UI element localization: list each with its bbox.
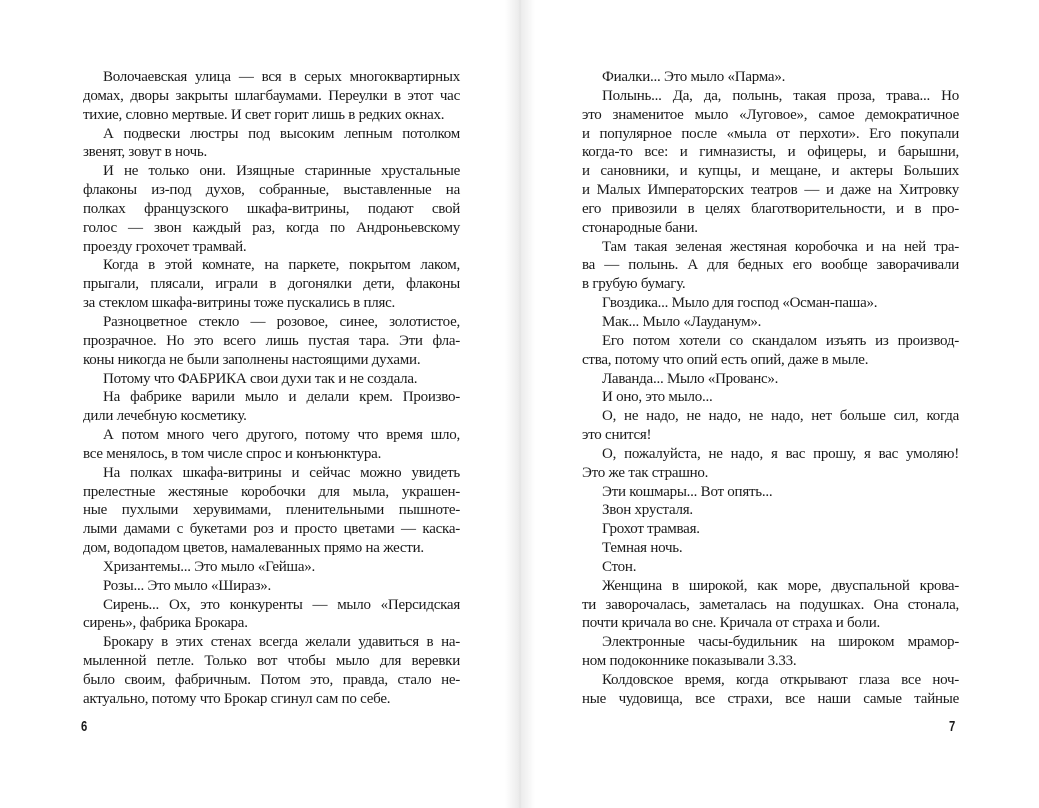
text-line: Эти кошмары... Вот опять... [602, 483, 773, 500]
text-line: Лаванда... Мыло «Прованс». [602, 370, 779, 387]
text-line: в грубую бумагу. [582, 276, 686, 293]
text-line: О, не надо, не надо, не надо, нет больше сил, когда [602, 408, 959, 425]
text-line: На полках шкафа-витрины и сейчас можно увидеть [103, 464, 460, 481]
text-line: Его потом хотели со скандалом изъять из производ- [602, 332, 959, 349]
text-line: Брокару в этих стенах всегда желали удавиться в на- [103, 634, 460, 651]
text-line: А потом много чего другого, потому что время шло, [103, 427, 460, 444]
text-line: ном подоконнике показывали 3.33. [582, 653, 797, 670]
text-line: Гвоздика... Мыло для господ «Осман-паша». [602, 295, 878, 312]
text-line: Фиалки... Это мыло «Парма». [602, 69, 786, 85]
text-line: Женщина в широкой, как море, двуспальной крова- [602, 577, 959, 594]
text-line: это знаменитое мыло «Луговое», самое демократичное [582, 106, 959, 123]
text-line: На фабрике варили мыло и делали крем. Произво- [103, 389, 460, 406]
text-line: сирень», фабрика Брокара. [83, 615, 248, 632]
text-line: А подвески люстры под высоким лепным потолком [103, 125, 460, 142]
text-line: Там такая зеленая жестяная коробочка и на ней тра- [602, 238, 959, 255]
text-line: дом, водопадом цветов, намалеванных прямо на жести. [83, 540, 424, 557]
text-line: и популярное после «мыла от перхоти». Его покупали [582, 125, 959, 142]
text-line: Грохот трамвая. [602, 521, 700, 538]
text-line: стонародные бани. [582, 219, 698, 236]
text-line: флаконы из-под духов, собранные, выставленные на [83, 182, 460, 199]
text-line: прыгали, плясали, играли в догонялки дети, флаконы [83, 276, 460, 293]
text-line: лыми дамами с букетами роз и просто цветами — каска- [83, 521, 460, 538]
text-line: Это же так страшно. [582, 464, 709, 481]
page-number-right: 7 [949, 718, 956, 735]
text-line: ные пухлыми херувимами, пленительными пышноте- [83, 502, 460, 519]
text-line: Полынь... Да, да, полынь, такая проза, трава... Но [602, 87, 959, 104]
text-line: и Малых Императорских театров — и даже на Хитровку [582, 182, 959, 199]
text-line: его привозили в целях благотворительности, и в про- [582, 200, 959, 217]
text-line: тихие, словно мертвые. И свет горит лишь в редких окнах. [83, 106, 445, 123]
text-line: Розы... Это мыло «Шираз». [103, 577, 272, 594]
text-line: Стон. [602, 558, 637, 575]
text-line: Звон хрусталя. [602, 502, 693, 519]
text-line: ва — полынь. А для бедных его вообще заворачивали [582, 257, 959, 274]
text-line: Потому что ФАБРИКА свои духи так и не создала. [103, 370, 418, 387]
text-line: мыленной петле. Только вот чтобы мыло для веревки [83, 653, 460, 670]
text-line: почти кричала во сне. Кричала от страха и боли. [582, 615, 880, 632]
text-line: дили лечебную косметику. [83, 408, 247, 425]
text-line: ные чудовища, все страхи, все наши самые тайные [582, 690, 959, 707]
text-line: Хризантемы... Это мыло «Гейша». [103, 558, 315, 575]
text-line: И оно, это мыло... [602, 389, 713, 406]
text-line: домах, дворы закрыты шлагбаумами. Переулки в этот час [83, 87, 460, 104]
text-line: было своим, фабричным. Потом это, правда, стало не- [83, 672, 460, 688]
book-gutter [505, 0, 535, 808]
text-line: ства, потому что опий есть опий, даже в мыле. [582, 351, 869, 368]
text-line: Колдовское время, когда открывают глаза все ноч- [602, 672, 959, 688]
text-line: Разноцветное стекло — розовое, синее, золотистое, [103, 313, 460, 330]
text-line: проезду грохочет трамвай. [83, 238, 247, 255]
text-line: голос — звон каждый раз, когда по Андроньевскому [83, 219, 460, 236]
text-line: прелестные жестяные коробочки для мыла, украшен- [83, 483, 460, 500]
text-line: Темная ночь. [602, 540, 683, 557]
right-page-text [582, 68, 959, 709]
text-line: все менялось, в том числе спрос и конъюнктура. [83, 445, 382, 462]
page-number-left: 6 [81, 718, 88, 735]
text-line: звенят, зовут в ночь. [83, 144, 208, 161]
text-line: актуально, потому что Брокар сгинул сам по себе. [83, 690, 391, 707]
text-line: когда-то все: и гимназисты, и офицеры, и барышни, [582, 144, 959, 161]
text-line: это снится! [582, 427, 652, 444]
text-line: коны никогда не были заполнены настоящими духами. [83, 351, 421, 368]
text-line: прозрачное. Но это всего лишь пустая тара. Эти фла- [83, 332, 460, 349]
left-page-text [83, 68, 460, 709]
text-line: Сирень... Ох, это конкуренты — мыло «Персидская [103, 596, 460, 613]
text-line: и сановники, и купцы, и мещане, и актеры Больших [582, 163, 959, 180]
text-line: Мак... Мыло «Лауданум». [602, 313, 762, 330]
text-line: за стеклом шкафа-витрины тоже пускались в пляс. [83, 295, 396, 312]
text-line: ти заворочалась, заметалась на подушках. Она стонала, [582, 596, 959, 613]
text-line: Электронные часы-будильник на широком мрамор- [602, 634, 959, 651]
text-line: И не только они. Изящные старинные хрустальные [103, 163, 460, 180]
text-line: О, пожалуйста, не надо, я вас прошу, я вас умоляю! [602, 445, 959, 462]
text-line: полках французского шкафа-витрины, подают свой [83, 200, 460, 217]
text-line: Волочаевская улица — вся в серых многоквартирных [103, 69, 460, 85]
text-line: Когда в этой комнате, на паркете, покрытом лаком, [103, 257, 460, 274]
